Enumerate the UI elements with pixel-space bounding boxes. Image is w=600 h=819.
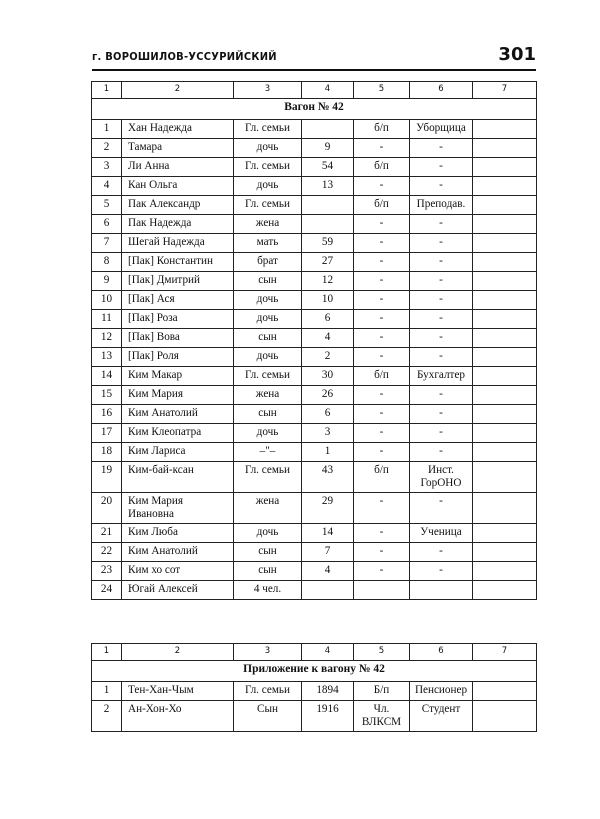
name-cell: Хан Надежда bbox=[122, 120, 234, 139]
occupation-cell: Ученица bbox=[410, 524, 473, 543]
note-cell bbox=[473, 682, 537, 701]
name-cell: Ким Анатолий bbox=[122, 405, 234, 424]
year-cell: 14 bbox=[302, 524, 354, 543]
occupation-cell: - bbox=[410, 424, 473, 443]
row-number-cell: 4 bbox=[92, 177, 122, 196]
year-cell: 26 bbox=[302, 386, 354, 405]
column-number-cell: 1 bbox=[92, 82, 122, 99]
relation-cell: Гл. семьи bbox=[234, 158, 302, 177]
party-cell: - bbox=[354, 291, 410, 310]
occupation-cell: - bbox=[410, 234, 473, 253]
note-cell bbox=[473, 348, 537, 367]
name-cell: Ким Мария bbox=[122, 386, 234, 405]
note-cell bbox=[473, 424, 537, 443]
row-number-cell: 19 bbox=[92, 462, 122, 493]
year-cell: 1916 bbox=[302, 701, 354, 732]
table-row bbox=[92, 310, 537, 329]
note-cell bbox=[473, 462, 537, 493]
party-cell: - bbox=[354, 310, 410, 329]
note-cell bbox=[473, 291, 537, 310]
occupation-cell: Студент bbox=[410, 701, 473, 732]
name-cell: [Пак] Константин bbox=[122, 253, 234, 272]
party-cell: - bbox=[354, 177, 410, 196]
name-cell: Тен-Хан-Чым bbox=[122, 682, 234, 701]
table-row bbox=[92, 329, 537, 348]
occupation-cell: Бухгалтер bbox=[410, 367, 473, 386]
wagon-42-table bbox=[91, 81, 537, 600]
party-cell: - bbox=[354, 272, 410, 291]
note-cell bbox=[473, 158, 537, 177]
party-cell: Чл. ВЛКСМ bbox=[354, 701, 410, 732]
column-number-cell: 7 bbox=[473, 82, 537, 99]
note-cell bbox=[473, 215, 537, 234]
row-number-cell: 21 bbox=[92, 524, 122, 543]
party-cell: - bbox=[354, 543, 410, 562]
note-cell bbox=[473, 524, 537, 543]
note-cell bbox=[473, 405, 537, 424]
name-cell: Ким Клеопатра bbox=[122, 424, 234, 443]
year-cell: 1 bbox=[302, 443, 354, 462]
table-row bbox=[92, 405, 537, 424]
year-cell: 27 bbox=[302, 253, 354, 272]
occupation-cell: - bbox=[410, 493, 473, 524]
column-number-cell: 3 bbox=[234, 644, 302, 661]
column-number-cell: 3 bbox=[234, 82, 302, 99]
section-title-row bbox=[92, 661, 537, 682]
name-cell: Пак Александр bbox=[122, 196, 234, 215]
occupation-cell: - bbox=[410, 405, 473, 424]
name-cell: Тамара bbox=[122, 139, 234, 158]
table-row bbox=[92, 253, 537, 272]
note-cell bbox=[473, 272, 537, 291]
table-row bbox=[92, 386, 537, 405]
party-cell: б/п bbox=[354, 158, 410, 177]
row-number-cell: 1 bbox=[92, 682, 122, 701]
year-cell: 10 bbox=[302, 291, 354, 310]
year-cell: 2 bbox=[302, 348, 354, 367]
relation-cell: Гл. семьи bbox=[234, 196, 302, 215]
column-number-cell: 2 bbox=[122, 644, 234, 661]
occupation-cell: - bbox=[410, 348, 473, 367]
year-cell: 6 bbox=[302, 405, 354, 424]
table-row bbox=[92, 177, 537, 196]
column-number-cell: 4 bbox=[302, 82, 354, 99]
relation-cell: Гл. семьи bbox=[234, 367, 302, 386]
row-number-cell: 14 bbox=[92, 367, 122, 386]
table-row bbox=[92, 291, 537, 310]
party-cell: - bbox=[354, 405, 410, 424]
table-row bbox=[92, 196, 537, 215]
row-number-cell: 15 bbox=[92, 386, 122, 405]
occupation-cell: - bbox=[410, 386, 473, 405]
party-cell: б/п bbox=[354, 462, 410, 493]
relation-cell: Гл. семьи bbox=[234, 462, 302, 493]
occupation-cell: - bbox=[410, 215, 473, 234]
occupation-cell: - bbox=[410, 329, 473, 348]
table-row bbox=[92, 234, 537, 253]
party-cell: - bbox=[354, 386, 410, 405]
relation-cell: сын bbox=[234, 272, 302, 291]
column-number-cell: 4 bbox=[302, 644, 354, 661]
relation-cell: брат bbox=[234, 253, 302, 272]
section-title: Вагон № 42 bbox=[92, 99, 537, 120]
party-cell: Б/п bbox=[354, 682, 410, 701]
year-cell: 6 bbox=[302, 310, 354, 329]
relation-cell: дочь bbox=[234, 291, 302, 310]
name-cell: Ким Анатолий bbox=[122, 543, 234, 562]
table-row bbox=[92, 701, 537, 732]
page-number: 301 bbox=[498, 44, 536, 65]
name-cell: Ким хо сот bbox=[122, 562, 234, 581]
note-cell bbox=[473, 443, 537, 462]
column-number-row bbox=[92, 82, 537, 99]
name-cell: Ан-Хон-Хо bbox=[122, 701, 234, 732]
column-number-cell: 6 bbox=[410, 82, 473, 99]
year-cell bbox=[302, 581, 354, 600]
note-cell bbox=[473, 581, 537, 600]
relation-cell: жена bbox=[234, 493, 302, 524]
column-number-cell: 1 bbox=[92, 644, 122, 661]
note-cell bbox=[473, 310, 537, 329]
year-cell: 4 bbox=[302, 562, 354, 581]
year-cell: 4 bbox=[302, 329, 354, 348]
section-title-row bbox=[92, 99, 537, 120]
party-cell: - bbox=[354, 493, 410, 524]
row-number-cell: 24 bbox=[92, 581, 122, 600]
column-number-cell: 2 bbox=[122, 82, 234, 99]
note-cell bbox=[473, 177, 537, 196]
row-number-cell: 1 bbox=[92, 120, 122, 139]
relation-cell: дочь bbox=[234, 310, 302, 329]
occupation-cell bbox=[410, 581, 473, 600]
party-cell: - bbox=[354, 139, 410, 158]
year-cell: 13 bbox=[302, 177, 354, 196]
row-number-cell: 18 bbox=[92, 443, 122, 462]
occupation-cell: - bbox=[410, 291, 473, 310]
name-cell: [Пак] Ася bbox=[122, 291, 234, 310]
occupation-cell: - bbox=[410, 139, 473, 158]
note-cell bbox=[473, 493, 537, 524]
party-cell: б/п bbox=[354, 120, 410, 139]
row-number-cell: 6 bbox=[92, 215, 122, 234]
relation-cell: 4 чел. bbox=[234, 581, 302, 600]
table-row bbox=[92, 348, 537, 367]
occupation-cell: Инст. ГорОНО bbox=[410, 462, 473, 493]
table-row bbox=[92, 139, 537, 158]
name-cell: Югай Алексей bbox=[122, 581, 234, 600]
header-rule bbox=[92, 69, 536, 71]
row-number-cell: 2 bbox=[92, 701, 122, 732]
name-cell: Ким Люба bbox=[122, 524, 234, 543]
table-row bbox=[92, 272, 537, 291]
relation-cell: сын bbox=[234, 562, 302, 581]
relation-cell: жена bbox=[234, 215, 302, 234]
party-cell: б/п bbox=[354, 196, 410, 215]
note-cell bbox=[473, 386, 537, 405]
row-number-cell: 7 bbox=[92, 234, 122, 253]
note-cell bbox=[473, 196, 537, 215]
name-cell: [Пак] Вова bbox=[122, 329, 234, 348]
relation-cell: дочь bbox=[234, 348, 302, 367]
table-row bbox=[92, 493, 537, 524]
note-cell bbox=[473, 139, 537, 158]
name-cell: Ким Мария Ивановна bbox=[122, 493, 234, 524]
year-cell: 9 bbox=[302, 139, 354, 158]
table-row bbox=[92, 524, 537, 543]
party-cell: - bbox=[354, 443, 410, 462]
occupation-cell: - bbox=[410, 562, 473, 581]
row-number-cell: 5 bbox=[92, 196, 122, 215]
row-number-cell: 2 bbox=[92, 139, 122, 158]
party-cell: - bbox=[354, 215, 410, 234]
occupation-cell: - bbox=[410, 158, 473, 177]
occupation-cell: Уборщица bbox=[410, 120, 473, 139]
party-cell: - bbox=[354, 348, 410, 367]
occupation-cell: Преподав. bbox=[410, 196, 473, 215]
row-number-cell: 17 bbox=[92, 424, 122, 443]
column-number-row bbox=[92, 644, 537, 661]
row-number-cell: 10 bbox=[92, 291, 122, 310]
name-cell: Пак Надежда bbox=[122, 215, 234, 234]
name-cell: Кан Ольга bbox=[122, 177, 234, 196]
table-row bbox=[92, 443, 537, 462]
note-cell bbox=[473, 701, 537, 732]
year-cell bbox=[302, 120, 354, 139]
note-cell bbox=[473, 329, 537, 348]
table-row bbox=[92, 581, 537, 600]
column-number-cell: 7 bbox=[473, 644, 537, 661]
party-cell: - bbox=[354, 562, 410, 581]
row-number-cell: 20 bbox=[92, 493, 122, 524]
page-header bbox=[92, 42, 536, 72]
name-cell: Шегай Надежда bbox=[122, 234, 234, 253]
name-cell: [Пак] Роля bbox=[122, 348, 234, 367]
year-cell: 59 bbox=[302, 234, 354, 253]
year-cell bbox=[302, 215, 354, 234]
table-row bbox=[92, 424, 537, 443]
occupation-cell: - bbox=[410, 443, 473, 462]
relation-cell: дочь bbox=[234, 139, 302, 158]
row-number-cell: 23 bbox=[92, 562, 122, 581]
relation-cell: мать bbox=[234, 234, 302, 253]
year-cell: 1894 bbox=[302, 682, 354, 701]
year-cell: 3 bbox=[302, 424, 354, 443]
relation-cell: Сын bbox=[234, 701, 302, 732]
party-cell: - bbox=[354, 234, 410, 253]
row-number-cell: 22 bbox=[92, 543, 122, 562]
table-row bbox=[92, 682, 537, 701]
name-cell: Ким-бай-ксан bbox=[122, 462, 234, 493]
relation-cell: дочь bbox=[234, 177, 302, 196]
running-title: г. ВОРОШИЛОВ-УССУРИЙСКИЙ bbox=[92, 50, 277, 63]
relation-cell: дочь bbox=[234, 524, 302, 543]
table-row bbox=[92, 543, 537, 562]
party-cell: б/п bbox=[354, 367, 410, 386]
year-cell: 54 bbox=[302, 158, 354, 177]
note-cell bbox=[473, 253, 537, 272]
appendix-wagon-42-table bbox=[91, 643, 537, 732]
relation-cell: –"– bbox=[234, 443, 302, 462]
relation-cell: Гл. семьи bbox=[234, 682, 302, 701]
section-title: Приложение к вагону № 42 bbox=[92, 661, 537, 682]
note-cell bbox=[473, 562, 537, 581]
name-cell: [Пак] Дмитрий bbox=[122, 272, 234, 291]
table-row bbox=[92, 462, 537, 493]
row-number-cell: 8 bbox=[92, 253, 122, 272]
note-cell bbox=[473, 234, 537, 253]
relation-cell: сын bbox=[234, 329, 302, 348]
table-row bbox=[92, 120, 537, 139]
party-cell: - bbox=[354, 253, 410, 272]
name-cell: [Пак] Роза bbox=[122, 310, 234, 329]
name-cell: Ким Макар bbox=[122, 367, 234, 386]
occupation-cell: - bbox=[410, 543, 473, 562]
relation-cell: сын bbox=[234, 405, 302, 424]
name-cell: Ким Лариса bbox=[122, 443, 234, 462]
party-cell: - bbox=[354, 329, 410, 348]
year-cell: 29 bbox=[302, 493, 354, 524]
year-cell: 12 bbox=[302, 272, 354, 291]
relation-cell: жена bbox=[234, 386, 302, 405]
column-number-cell: 5 bbox=[354, 82, 410, 99]
table-row bbox=[92, 562, 537, 581]
note-cell bbox=[473, 543, 537, 562]
row-number-cell: 16 bbox=[92, 405, 122, 424]
row-number-cell: 11 bbox=[92, 310, 122, 329]
year-cell bbox=[302, 196, 354, 215]
table-row bbox=[92, 367, 537, 386]
party-cell: - bbox=[354, 424, 410, 443]
relation-cell: Гл. семьи bbox=[234, 120, 302, 139]
table-row bbox=[92, 215, 537, 234]
year-cell: 43 bbox=[302, 462, 354, 493]
party-cell bbox=[354, 581, 410, 600]
year-cell: 7 bbox=[302, 543, 354, 562]
occupation-cell: - bbox=[410, 272, 473, 291]
row-number-cell: 13 bbox=[92, 348, 122, 367]
column-number-cell: 6 bbox=[410, 644, 473, 661]
row-number-cell: 3 bbox=[92, 158, 122, 177]
year-cell: 30 bbox=[302, 367, 354, 386]
party-cell: - bbox=[354, 524, 410, 543]
row-number-cell: 12 bbox=[92, 329, 122, 348]
note-cell bbox=[473, 120, 537, 139]
occupation-cell: - bbox=[410, 310, 473, 329]
occupation-cell: - bbox=[410, 177, 473, 196]
relation-cell: дочь bbox=[234, 424, 302, 443]
occupation-cell: - bbox=[410, 253, 473, 272]
table-row bbox=[92, 158, 537, 177]
relation-cell: сын bbox=[234, 543, 302, 562]
column-number-cell: 5 bbox=[354, 644, 410, 661]
row-number-cell: 9 bbox=[92, 272, 122, 291]
name-cell: Ли Анна bbox=[122, 158, 234, 177]
occupation-cell: Пенсионер bbox=[410, 682, 473, 701]
note-cell bbox=[473, 367, 537, 386]
